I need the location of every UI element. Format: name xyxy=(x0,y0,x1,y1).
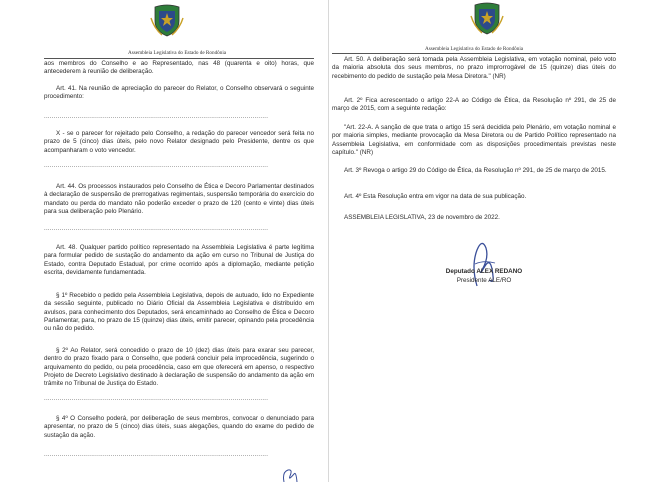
paragraph-art50: Art. 50. A deliberação será tomada pela Assembleia Legislativa, em votação nominal, pelo voto da maioria absoluta dos seus membros, no prazo improrrogável de 15 (quinze) dias úteis do recebimento do pedido de sustação pela Mesa Diretora." (NR) xyxy=(332,56,616,80)
paragraph-inciso-x: X - se o parecer for rejeitado pelo Conselho, a redação do parecer vencedor será feita no prazo de 5 (cinco) dias úteis, pelo novo Relator designado pelo Presidente, dentre os que acompanharam o voto vencedor. xyxy=(44,130,314,154)
paragraph-par2: § 2º Ao Relator, será concedido o prazo de 10 (dez) dias úteis para exarar seu parecer, dentro do prazo fixado para o Conselho, que poderá concluir pela improcedência, sugerindo o arquivamento do pedido, ou pela procedência, caso em que oferecerá em apenso, o respectivo Projeto de Decreto Legislativo destinado à declaração de suspensão do andamento da ação em trâmite no Tribunal de Justiça do Estado. xyxy=(44,347,314,388)
document-date: ASSEMBLEIA LEGISLATIVA, 23 de novembro de 2022. xyxy=(344,214,500,221)
paragraph-art41: Art. 41. Na reunião de apreciação do parecer do Relator, o Conselho observará o seguinte procedimento: xyxy=(44,85,314,101)
paragraph-continuation: aos membros do Conselho e ao Representado, nas 48 (quarenta e oito) horas, que antecederem à reunião de deliberação. xyxy=(44,60,314,76)
signer-name: Deputado ALEX REDANO xyxy=(445,268,523,275)
signer-title: Presidente ALE/RO xyxy=(456,277,512,284)
paragraph-art22a: "Art. 22-A. A sanção de que trata o artigo 15 será decidida pelo Plenário, em votação nominal e por maioria simples, mediante provocação da Mesa Diretora ou de Partido Político representado na Assembleia Legislativa, em conformidade com as disposições procedimentais previstas neste capítulo." (NR) xyxy=(332,124,616,156)
coat-of-arms-icon xyxy=(150,4,184,38)
paragraph-par4: § 4º O Conselho poderá, por deliberação de seus membros, convocar o denunciado para apresentar, no prazo de 5 (cinco) dias úteis, suas alegações, quando do exame do pedido de sustação da ação. xyxy=(44,415,314,439)
coat-of-arms-icon xyxy=(470,2,504,36)
paragraph-art48: Art. 48. Qualquer partido político representado na Assembleia Legislativa é parte legítima para formular pedido de sustação do andamento da ação em curso no Tribunal de Justiça do Estado, contra Deputado Estadual, por crime ocorrido após a diplomação, mediante petição escrita, devidamente fundamentada. xyxy=(44,244,314,276)
dotted-separator: .................................................................................................................. xyxy=(44,226,269,232)
assembly-name: Assembleia Legislativa do Estado de Rondônia xyxy=(425,46,524,52)
assembly-name: Assembleia Legislativa do Estado de Rondônia xyxy=(128,50,227,56)
dotted-separator: .................................................................................................................. xyxy=(44,396,269,402)
document-page-right xyxy=(329,0,650,482)
signature-mark-partial xyxy=(280,466,300,482)
dotted-separator: .................................................................................................................. xyxy=(44,163,269,169)
paragraph-art2: Art. 2º Fica acrescentado o artigo 22-A ao Código de Ética, da Resolução nº 291, de 25 de março de 2015, com a seguinte redação: xyxy=(332,97,616,113)
paragraph-art3: Art. 3º Revoga o artigo 29 do Código de Ética, da Resolução nº 291, de 25 de março de 2015. xyxy=(344,167,607,174)
header-rule xyxy=(332,53,616,54)
header-rule xyxy=(44,58,314,59)
dotted-separator: .................................................................................................................. xyxy=(44,114,269,120)
paragraph-art44: Art. 44. Os processos instaurados pelo Conselho de Ética e Decoro Parlamentar destinados à declaração de suspensão de prerrogativas regimentais, suspensão temporária do exercício do mandato ou perda do mandato não poderão exceder o prazo de 120 (cento e vinte) dias úteis para sua deliberação pelo Plenário. xyxy=(44,183,314,215)
dotted-separator: .................................................................................................................. xyxy=(44,452,269,458)
paragraph-art4: Art. 4º Esta Resolução entra em vigor na data de sua publicação. xyxy=(344,193,527,200)
paragraph-par1: § 1º Recebido o pedido pela Assembleia Legislativa, depois de autuado, lido no Expediente da sessão seguinte, publicado no Diário Oficial da Assembleia Legislativa e distribuído em avulsos, para conhecimento dos Deputados, será encaminhado ao Conselho de Ética e Decoro Parlamentar, para, no prazo de 15 (quinze) dias úteis, emitir parecer, opinando pela procedência ou não do pedido. xyxy=(44,292,314,333)
